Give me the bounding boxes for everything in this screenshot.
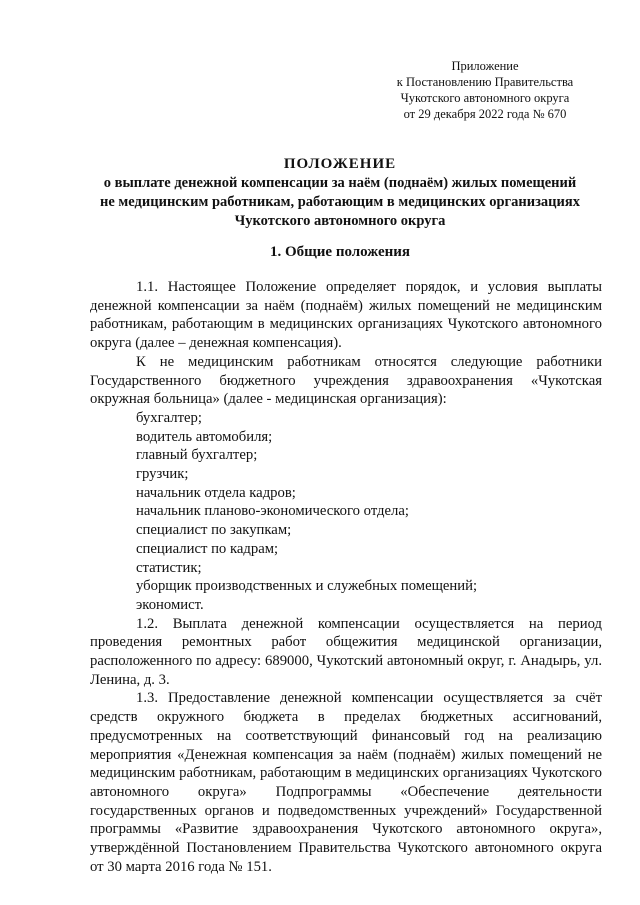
paragraph-1-1: 1.1. Настоящее Положение определяет порядок, и условия выплаты денежной компенсации за наём (поднаём) жилых помещений не медицинским работникам, работающим в медицинских организациях Чукотского автономного округа (далее – денежная компенсация). xyxy=(90,279,602,352)
appendix-line: Чукотского автономного округа xyxy=(400,91,570,105)
paragraph-1-2: 1.2. Выплата денежной компенсации осуществляется на период проведения ремонтных работ общежития медицинской организации, расположенного по адресу: 689000, Чукотский автономный округ, г. Анадырь, ул. Ленина, д. 3. xyxy=(90,615,602,688)
list-item: уборщик производственных и служебных помещений; xyxy=(136,578,478,595)
list-item: статистик; xyxy=(136,559,202,576)
appendix-line: Приложение xyxy=(451,59,519,73)
title-block xyxy=(60,154,620,231)
document-title: ПОЛОЖЕНИЕ xyxy=(283,156,397,172)
list-item: экономист. xyxy=(136,596,204,613)
subtitle-line: не медицинским работникам, работающим в медицинских организациях xyxy=(100,194,580,210)
subtitle-line: Чукотского автономного округа xyxy=(234,213,446,229)
list-item: главный бухгалтер; xyxy=(136,447,258,464)
paragraph-workers-intro: К не медицинским работникам относятся следующие работники Государственного бюджетного учреждения здравоохранения «Чукотская окружная больница» (далее - медицинская организация): xyxy=(90,353,602,408)
appendix-line: от 29 декабря 2022 года № 670 xyxy=(403,107,567,121)
appendix-line: к Постановлению Правительства xyxy=(396,75,574,89)
document-body xyxy=(90,278,602,877)
list-item: специалист по закупкам; xyxy=(136,522,292,539)
document-subtitle xyxy=(60,174,620,231)
subtitle-line: о выплате денежной компенсации за наём (поднаём) жилых помещений xyxy=(103,175,577,191)
list-item: специалист по кадрам; xyxy=(136,540,279,557)
list-item: начальник отдела кадров; xyxy=(136,484,296,501)
list-item: начальник планово-экономического отдела; xyxy=(136,503,409,520)
list-item: грузчик; xyxy=(136,466,189,483)
paragraph-1-3: 1.3. Предоставление денежной компенсации осуществляется за счёт средств окружного бюджета в пределах бюджетных ассигнований, предусмотренных на соответствующий финансовый год на реализацию мероприятия «Денежная компенсация за наём (поднаём) жилых помещений не медицинским работникам, работающим в медицинских организациях Чукотского автономного округа» Подпрограммы «Обеспечение деятельности государственных органов и подведомственных учреждений» Государственной программы «Развитие здравоохранения Чукотского автономного округа», утверждённой Постановлением Правительства Чукотского автономного округа от 30 марта 2016 года № 151. xyxy=(90,690,602,875)
positions-list xyxy=(90,409,602,615)
appendix-note xyxy=(360,58,610,122)
list-item: водитель автомобиля; xyxy=(136,428,273,445)
section-heading: 1. Общие положения xyxy=(269,244,411,260)
list-item: бухгалтер; xyxy=(136,409,202,426)
